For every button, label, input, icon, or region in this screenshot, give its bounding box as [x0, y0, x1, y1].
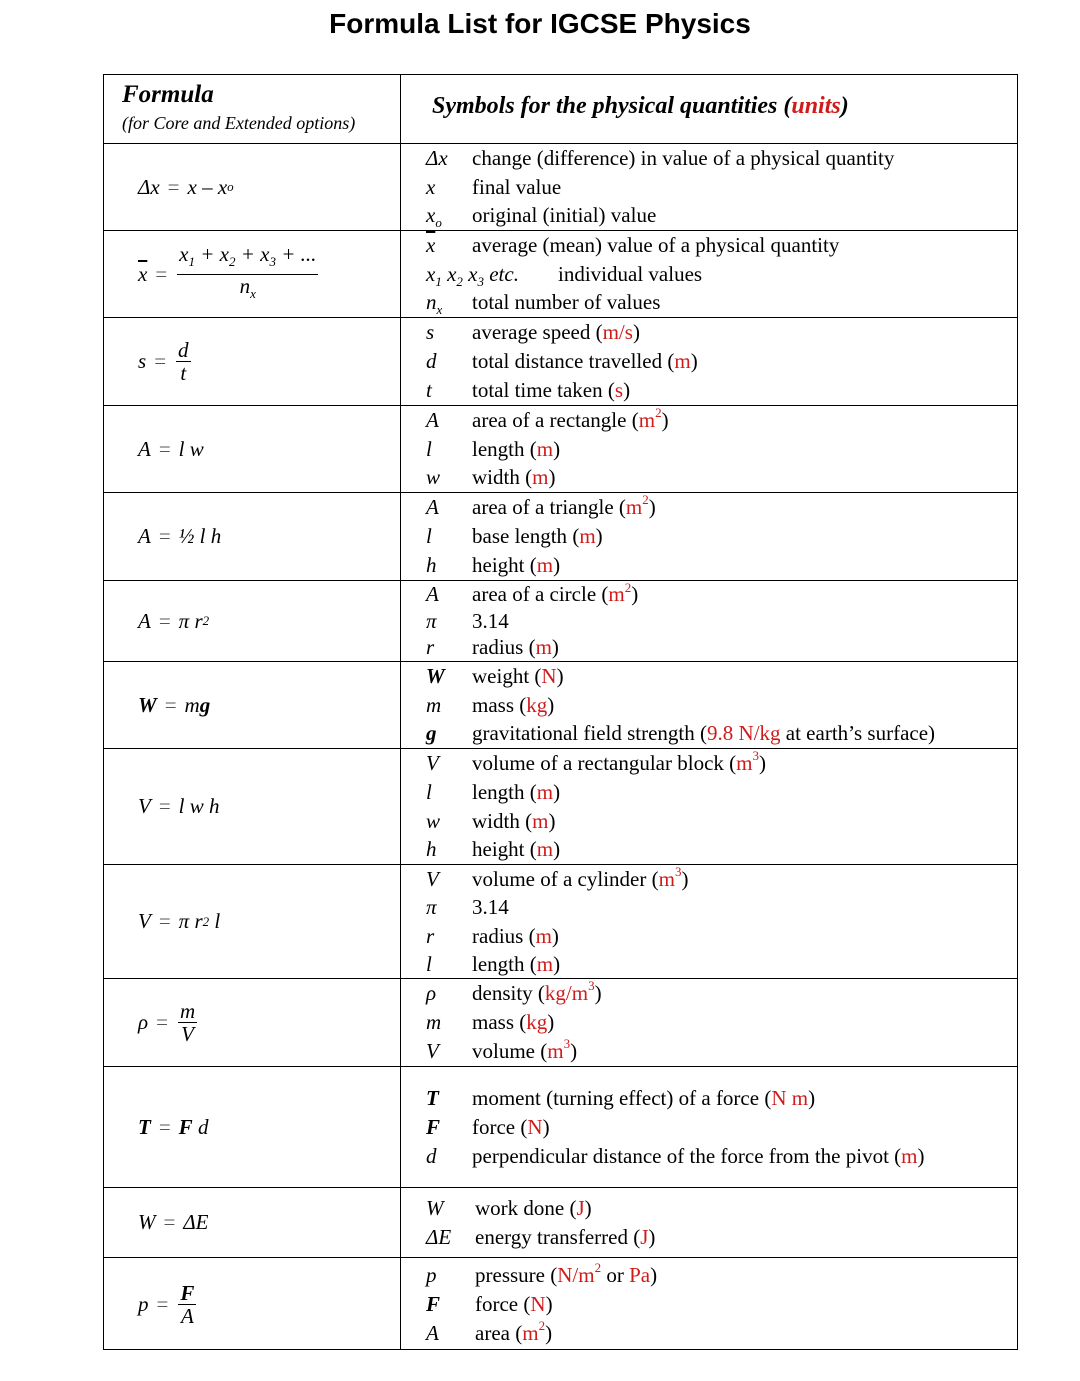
symbols-cell: [400, 144, 1017, 230]
symbol-line: [400, 662, 1017, 691]
symbol: A: [426, 495, 439, 519]
symbol: w: [426, 808, 441, 833]
symbol-line: [400, 288, 1017, 317]
symbol-line: [400, 435, 1017, 464]
formula-cell: A = π r 2: [138, 608, 210, 633]
symbol: r: [426, 635, 435, 660]
symbol-desc: mass (kg): [472, 692, 555, 717]
symbol-line: [400, 581, 1017, 608]
symbol-desc: gravitational field strength (9.8 N/kg at earth’s surface): [472, 721, 936, 746]
symbol: A: [426, 1321, 439, 1345]
symbol-line: [400, 376, 1017, 405]
symbol: ΔE: [426, 1224, 452, 1249]
symbol-line: [400, 551, 1017, 580]
symbol: π: [426, 895, 437, 920]
symbol: W: [426, 664, 445, 688]
symbol-desc: average (mean) value of a physical quantity: [472, 233, 840, 257]
table-row: [104, 748, 1017, 864]
symbol: d: [426, 349, 437, 373]
header-symbols: [432, 93, 849, 120]
symbol: π: [426, 608, 437, 633]
symbol: V: [426, 867, 439, 891]
symbol: l: [426, 951, 432, 976]
symbol-desc: energy transferred (J): [475, 1224, 656, 1249]
page-title: Formula List for IGCSE Physics: [329, 8, 751, 39]
symbol-desc: force (N): [475, 1292, 553, 1316]
symbol: A: [426, 582, 439, 606]
symbol-line: [400, 950, 1017, 978]
table-row: [104, 492, 1017, 580]
symbol-desc: moment (turning effect) of a force (N m): [472, 1085, 816, 1110]
formula-cell: $\overline{x}$ = $\frac{x_1 + x_2 + x_3 + ...}{n_x}$: [138, 242, 317, 301]
symbol-desc: length (m): [472, 951, 561, 976]
formula-cell: ρ = $\frac{m}{V}$: [138, 999, 196, 1046]
symbol: t: [426, 378, 432, 402]
symbol-line: [400, 201, 1017, 230]
symbol-desc: area of a triangle $(m^2)$: [472, 492, 656, 519]
header-formula: [122, 81, 355, 134]
symbol: l: [426, 436, 432, 461]
symbol-line: [400, 1194, 1017, 1223]
symbol-desc: length (m): [472, 436, 561, 461]
symbol-desc: total time taken (s): [472, 378, 631, 402]
symbol-desc: work done (J): [475, 1195, 592, 1220]
symbol-line: [400, 865, 1017, 893]
formula-cell: A = ½ l h: [138, 524, 222, 548]
formula-cell: T = F d: [138, 1114, 209, 1139]
symbols-cell: [400, 749, 1017, 864]
symbols-cell: [400, 865, 1017, 978]
formula-cell: s = $\frac{d}{t}$: [138, 338, 189, 385]
symbol: s: [426, 320, 435, 344]
symbol-line: [400, 463, 1017, 492]
symbol: V: [426, 1039, 439, 1063]
symbols-cell: [400, 662, 1017, 748]
symbol-line: [400, 260, 1017, 289]
symbol: $n_x$: [426, 290, 443, 318]
symbols-cell: [400, 1258, 1017, 1351]
symbols-cell: [400, 581, 1017, 661]
symbol-line: [400, 318, 1017, 347]
table-row: [104, 230, 1017, 317]
symbol-desc: volume of a rectangular block $(m^3)$: [472, 748, 766, 775]
symbols-cell: [400, 1067, 1017, 1187]
header-units-word: units: [791, 93, 841, 119]
table-row: [104, 580, 1017, 661]
symbol-desc: total number of values: [472, 290, 661, 315]
symbol-desc: width (m): [472, 808, 556, 833]
formula-cell: p = $\frac{F}{A}$: [138, 1281, 195, 1328]
symbol-line: [400, 1319, 1017, 1348]
symbol-line: [400, 1084, 1017, 1113]
symbol: r: [426, 923, 435, 948]
table-row: [104, 864, 1017, 978]
symbol-desc: 3.14: [472, 608, 509, 633]
symbol-line: [400, 807, 1017, 836]
table-row: [104, 1257, 1017, 1351]
symbol: F: [426, 1114, 441, 1139]
table-row: [104, 661, 1017, 748]
symbol-desc: pressure ($N/m^2$ or Pa): [475, 1260, 658, 1287]
symbol: h: [426, 553, 437, 577]
symbol: $x_1$ $x_2$ $x_3$ etc.: [426, 261, 519, 289]
formula-cell: A = l w: [138, 436, 204, 461]
symbol-line: [400, 691, 1017, 720]
symbol-desc: final value: [472, 174, 562, 199]
symbol-desc: individual values: [558, 261, 703, 286]
table-row: [104, 1066, 1017, 1187]
symbol: g: [426, 721, 437, 746]
symbol-desc: area $(m^2)$: [475, 1318, 553, 1345]
symbol: Δx: [426, 146, 448, 170]
table-row: [104, 317, 1017, 405]
header-formula-title: Formula: [122, 81, 214, 108]
symbols-cell: [400, 318, 1017, 405]
symbol-desc: radius (m): [472, 635, 559, 660]
symbols-cell: [400, 493, 1017, 580]
symbol-desc: mass (kg): [472, 1010, 555, 1034]
formula-cell: W = ΔE: [138, 1210, 209, 1234]
symbol: F: [426, 1292, 441, 1316]
symbol-desc: height (m): [472, 553, 561, 577]
table-row: [104, 1187, 1017, 1257]
symbol-line: [400, 1142, 1017, 1171]
formula-cell: Δx = x – x o: [138, 174, 234, 199]
symbol-line: [400, 1261, 1017, 1290]
symbol-line: [400, 922, 1017, 950]
symbol-line: [400, 522, 1017, 551]
symbol-desc: width (m): [472, 465, 556, 490]
header-symbols-prefix: Symbols for the physical quantities (: [432, 93, 792, 119]
formula-cell: V = l w h: [138, 794, 220, 818]
formula-table: [103, 74, 1018, 1350]
symbols-cell: [400, 231, 1017, 317]
symbol-desc: density $(kg/m^3)$: [472, 978, 602, 1005]
symbol: p: [426, 1263, 437, 1287]
symbol-desc: perpendicular distance of the force from the pivot (m): [472, 1143, 925, 1168]
table-row: [104, 978, 1017, 1066]
symbol: $x_o$: [426, 203, 442, 231]
header-options: (for Core and Extended options): [122, 113, 356, 133]
symbol: h: [426, 837, 437, 862]
symbol-line: [400, 634, 1017, 661]
symbol-desc: weight (N): [472, 664, 564, 688]
symbol-desc: area of a circle $(m^2)$: [472, 580, 639, 606]
symbol-line: [400, 144, 1017, 173]
symbol-line: [400, 979, 1017, 1008]
symbol-line: [400, 1223, 1017, 1252]
symbol-desc: total distance travelled (m): [472, 349, 698, 373]
symbol-line: [400, 893, 1017, 921]
symbol: x: [426, 174, 436, 199]
symbol-line: [400, 347, 1017, 376]
symbol: x: [426, 233, 436, 257]
symbol-line: [400, 1008, 1017, 1037]
symbol: l: [426, 524, 432, 548]
symbol-line: [400, 608, 1017, 635]
symbol-desc: height (m): [472, 837, 561, 862]
symbol-line: [400, 1037, 1017, 1066]
symbol: m: [426, 692, 442, 717]
symbol: W: [426, 1195, 444, 1220]
symbol-desc: force (N): [472, 1114, 550, 1139]
symbol: ρ: [426, 981, 437, 1005]
symbol-desc: volume of a cylinder $(m^3)$: [472, 864, 689, 891]
symbol-desc: change (difference) in value of a physical quantity: [472, 146, 895, 170]
formula-cell: W = m g: [138, 692, 211, 717]
symbol-line: [400, 173, 1017, 202]
symbols-cell: [400, 979, 1017, 1066]
symbol-line: [400, 493, 1017, 522]
symbols-cell: [400, 406, 1017, 492]
table-row: [104, 405, 1017, 492]
symbol-desc: average speed (m/s): [472, 320, 640, 344]
symbol: w: [426, 465, 441, 490]
symbol: V: [426, 751, 439, 775]
symbol: d: [426, 1143, 437, 1168]
symbol-desc: area of a rectangle $(m^2)$: [472, 405, 669, 432]
table-row: [104, 143, 1017, 230]
symbol-desc: base length (m): [472, 524, 603, 548]
symbols-cell: [400, 1188, 1017, 1257]
symbol-line: [400, 231, 1017, 260]
header-symbols-suffix: ): [840, 93, 849, 119]
symbol-desc: 3.14: [472, 895, 509, 920]
symbol-line: [400, 749, 1017, 778]
symbol-line: [400, 1290, 1017, 1319]
symbol-desc: original (initial) value: [472, 203, 657, 228]
symbol: l: [426, 779, 432, 804]
symbol: A: [426, 408, 439, 432]
symbol: T: [426, 1085, 439, 1110]
symbol: m: [426, 1010, 442, 1034]
formula-cell: V = π r 2 l: [138, 909, 221, 933]
symbol-line: [400, 778, 1017, 807]
symbol-desc: radius (m): [472, 923, 559, 948]
symbol-desc: volume $(m^3)$: [472, 1036, 578, 1063]
symbol-desc: length (m): [472, 779, 561, 804]
symbol-line: [400, 835, 1017, 864]
symbol-line: [400, 406, 1017, 435]
symbol-line: [400, 1113, 1017, 1142]
symbol-line: [400, 719, 1017, 748]
